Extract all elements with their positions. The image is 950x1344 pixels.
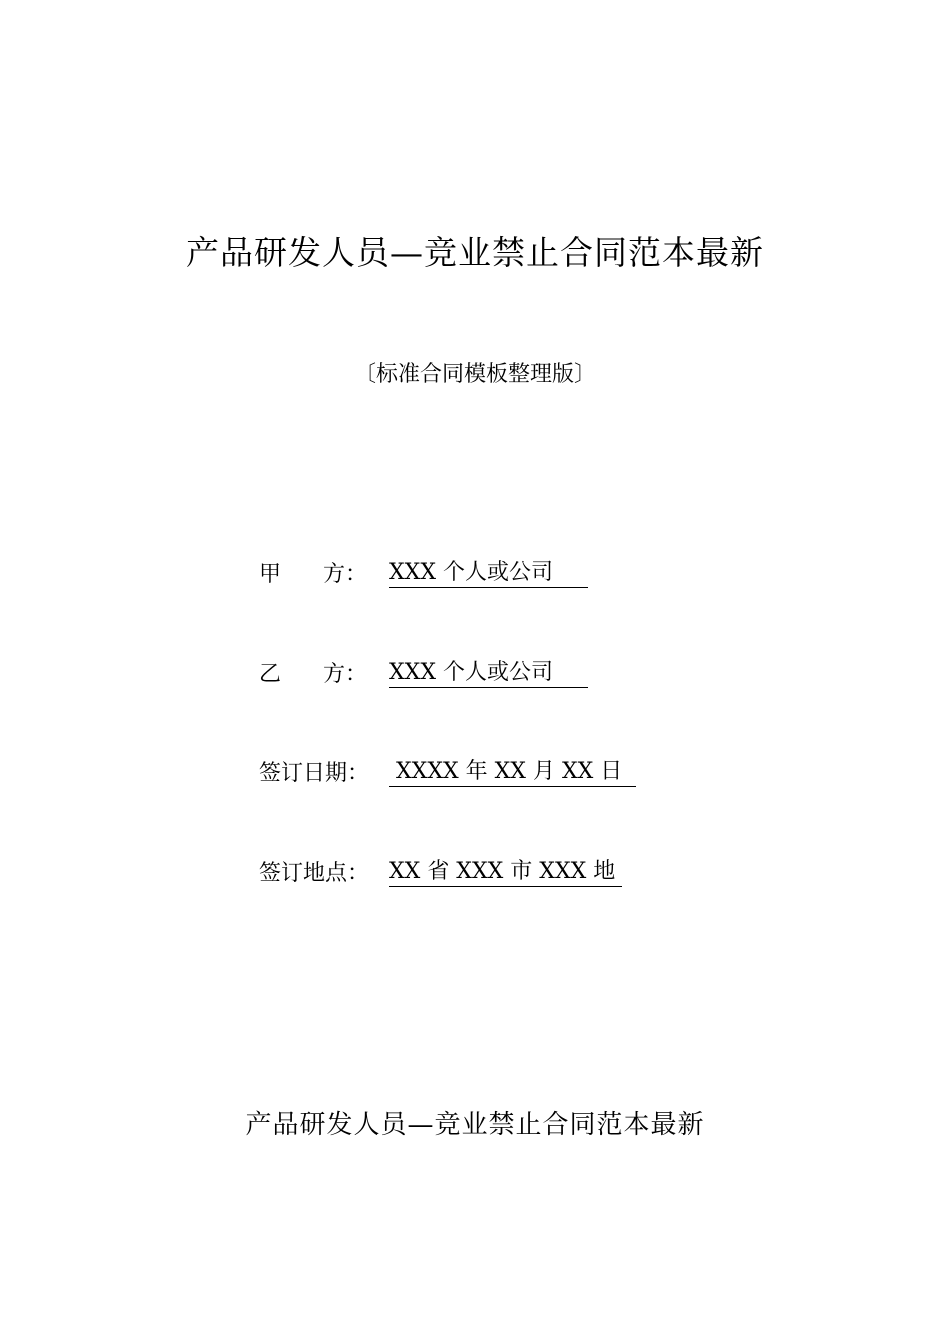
sign-date-value: XXXX 年 XX 月 XX 日: [389, 758, 636, 787]
party-a-label-first: 甲: [259, 562, 282, 587]
footer-title: 产品研发人员—竞业禁止合同范本最新: [245, 1110, 705, 1140]
party-b-label-first: 乙: [259, 662, 282, 687]
party-b-value: XXX 个人或公司: [389, 659, 588, 688]
sign-place-row: [259, 857, 622, 891]
document-subtitle: 〔标准合同模板整理版〕: [353, 362, 596, 387]
party-b-label-second: 方：: [322, 662, 367, 687]
party-a-label: [259, 558, 367, 592]
sign-date-row: [259, 757, 636, 791]
party-a-value: XXX 个人或公司: [389, 559, 588, 588]
party-b-row: [259, 658, 588, 692]
sign-date-label: 签订日期：: [259, 761, 370, 786]
party-b-label: [259, 658, 367, 692]
party-a-row: [259, 558, 588, 592]
sign-place-label: 签订地点：: [259, 861, 370, 886]
document-title: 产品研发人员—竞业禁止合同范本最新: [186, 233, 764, 272]
sign-place-value: XX 省 XXX 市 XXX 地: [389, 858, 622, 887]
party-a-label-second: 方：: [322, 562, 367, 587]
